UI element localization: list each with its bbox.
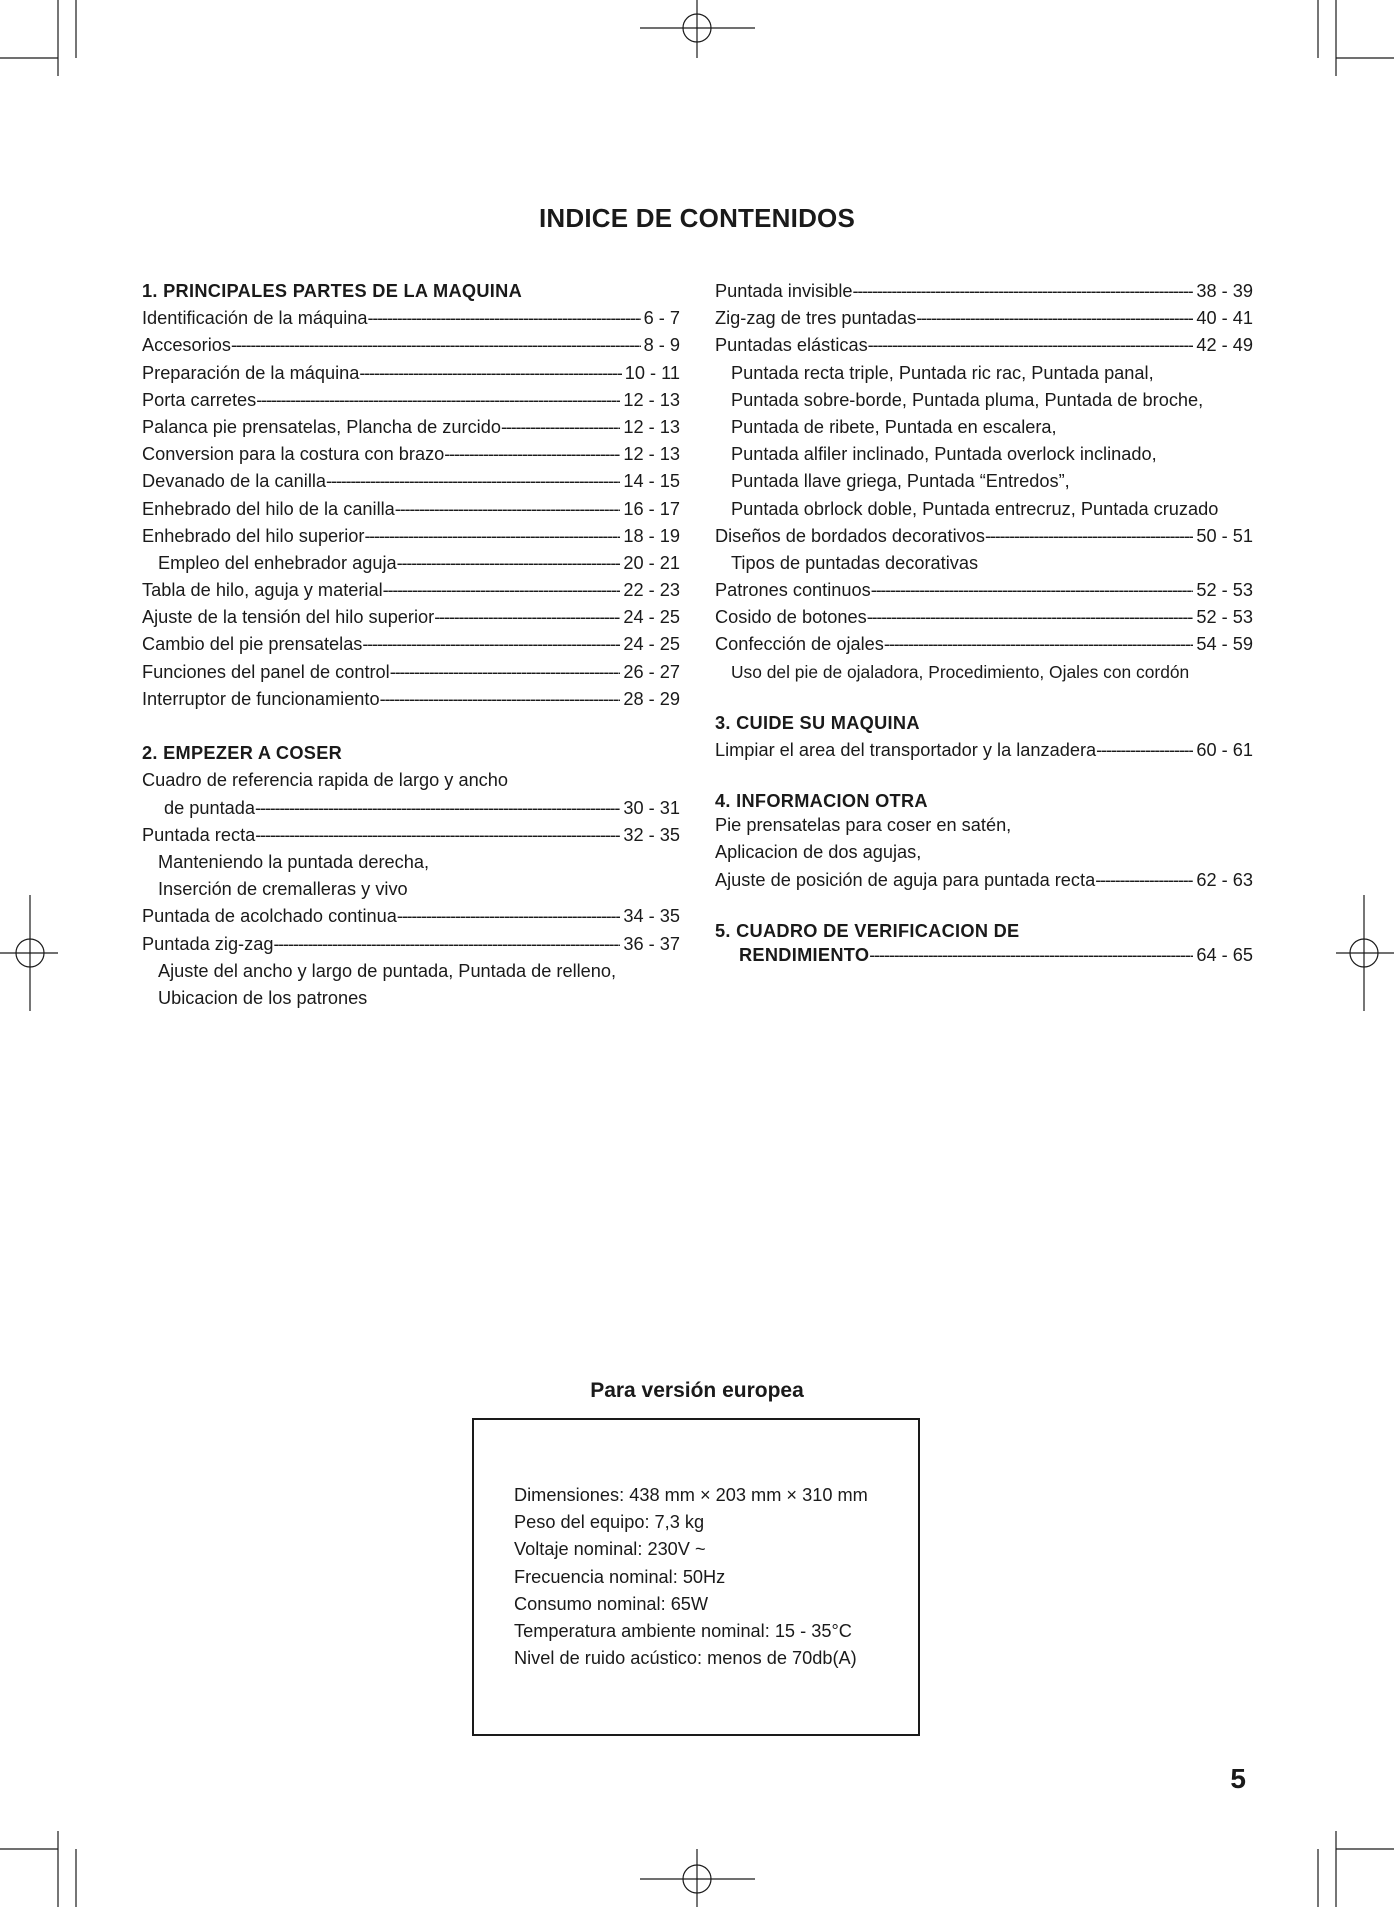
entry-label: Identificación de la máquina	[142, 308, 368, 329]
entry-label: Tabla de hilo, aguja y material	[142, 580, 383, 601]
spec-line: Consumo nominal: 65W	[514, 1593, 709, 1614]
entry-pages: 20 - 21	[623, 552, 680, 573]
dot-leader	[916, 305, 1193, 332]
toc-entry	[142, 659, 680, 686]
toc-subtext: Uso del pie de ojaladora, Procedimiento, Ojales con cordón	[731, 661, 1190, 682]
toc-right-column	[715, 278, 1253, 969]
entry-label: Puntada recta	[142, 824, 256, 845]
dot-leader	[362, 631, 620, 658]
dot-leader	[434, 604, 620, 631]
toc-entry	[715, 305, 1253, 332]
entry-pages: 14 - 15	[623, 471, 680, 492]
toc-entry	[142, 903, 680, 930]
dot-leader	[380, 686, 621, 713]
entry-pages: 24 - 25	[623, 607, 680, 628]
entry-label: Enhebrado del hilo superior	[142, 525, 365, 546]
toc-entry	[142, 305, 680, 332]
entry-label: Devanado de la canilla	[142, 471, 327, 492]
dot-leader	[1096, 737, 1193, 764]
entry-label: Interruptor de funcionamiento	[142, 688, 380, 709]
toc-subtext: Puntada obrlock doble, Puntada entrecruz, Puntada cruzado	[731, 498, 1219, 519]
section-heading: 5. CUADRO DE VERIFICACION DE	[715, 920, 1020, 941]
dot-leader	[853, 278, 1194, 305]
page-number: 5	[1230, 1763, 1246, 1794]
entry-pages: 12 - 13	[623, 389, 680, 410]
entry-label: Empleo del enhebrador aguja	[158, 552, 397, 573]
section-heading: 2. EMPEZER A COSER	[142, 743, 343, 764]
dot-leader	[395, 496, 621, 523]
toc-entry	[142, 577, 680, 604]
dot-leader	[390, 659, 621, 686]
dot-leader	[868, 332, 1194, 359]
section-heading: 1. PRINCIPALES PARTES DE LA MAQUINA	[142, 281, 523, 301]
dot-leader	[273, 931, 620, 958]
toc-entry	[715, 523, 1253, 550]
dot-leader	[501, 414, 620, 441]
toc-subtext: Inserción de cremalleras y vivo	[158, 879, 408, 900]
toc-entry	[142, 931, 680, 958]
toc-entry	[142, 468, 680, 495]
dot-leader	[326, 468, 620, 495]
dot-leader	[985, 523, 1193, 550]
entry-label: de puntada	[164, 797, 256, 818]
toc-entry	[142, 496, 680, 523]
entry-label: Puntada invisible	[715, 281, 853, 301]
dot-leader	[367, 305, 640, 332]
toc-entry	[142, 523, 680, 550]
entry-pages: 26 - 27	[623, 661, 680, 682]
spec-line: Voltaje nominal: 230V ~	[514, 1539, 706, 1560]
entry-label: Puntada de acolchado continua	[142, 906, 397, 927]
toc-entry	[142, 332, 680, 359]
toc-subtext: Ajuste del ancho y largo de puntada, Puntada de relleno,	[158, 960, 617, 981]
entry-label: Enhebrado del hilo de la canilla	[142, 498, 395, 519]
dot-leader	[256, 387, 620, 414]
toc-subtext: Puntada llave griega, Puntada “Entredos”,	[731, 471, 1070, 492]
toc-subtext: Ubicacion de los patrones	[158, 987, 368, 1008]
toc-entry	[142, 387, 680, 414]
entry-label: Accesorios	[142, 335, 231, 356]
entry-pages: 22 - 23	[623, 580, 680, 601]
toc-entry	[142, 550, 680, 577]
dot-leader	[364, 523, 620, 550]
entry-label: Diseños de bordados decorativos	[715, 525, 985, 546]
entry-pages: 62 - 63	[1196, 869, 1253, 890]
toc-subtext: Puntada de ribete, Puntada en escalera,	[731, 416, 1057, 437]
section-heading: 3. CUIDE SU MAQUINA	[715, 712, 920, 733]
toc-entry	[142, 822, 680, 849]
toc-entry	[715, 631, 1253, 658]
entry-label: Puntada zig-zag	[142, 933, 274, 954]
entry-pages: 60 - 61	[1196, 740, 1253, 760]
entry-label: Limpiar el area del transportador y la lanzadera	[715, 740, 1097, 760]
entry-label: Cambio del pie prensatelas	[142, 634, 363, 655]
entry-pages: 54 - 59	[1196, 634, 1253, 655]
toc-subtext: Puntada sobre-borde, Puntada pluma, Puntada de broche,	[731, 389, 1204, 410]
entry-label: Ajuste de la tensión del hilo superior	[142, 607, 435, 628]
dot-leader	[383, 577, 621, 604]
toc-entry	[142, 360, 680, 387]
toc-entry	[715, 278, 1253, 305]
toc-entry	[715, 737, 1253, 764]
spec-list	[514, 1482, 868, 1672]
toc-left-column	[142, 278, 680, 1012]
entry-pages: 40 - 41	[1196, 308, 1253, 329]
entry-label: Cosido de botones	[715, 607, 867, 628]
toc-entry	[142, 604, 680, 631]
toc-entry	[715, 604, 1253, 631]
dot-leader	[869, 942, 1193, 969]
entry-label: Porta carretes	[142, 389, 257, 410]
toc-subtext: Aplicacion de dos agujas,	[715, 842, 922, 863]
entry-label: Palanca pie prensatelas, Plancha de zurcido	[142, 416, 501, 437]
toc-subtext: Tipos de puntadas decorativas	[731, 552, 979, 573]
dot-leader	[397, 903, 621, 930]
toc-subtext: Pie prensatelas para coser en satén,	[715, 815, 1012, 836]
entry-pages: 52 - 53	[1196, 580, 1253, 601]
dot-leader	[231, 332, 641, 359]
entry-pages: 28 - 29	[623, 688, 680, 709]
toc-entry	[715, 577, 1253, 604]
toc-entry	[142, 414, 680, 441]
spec-line: Peso del equipo: 7,3 kg	[514, 1512, 705, 1533]
toc-subtext: Cuadro de referencia rapida de largo y ancho	[142, 770, 509, 791]
entry-pages: 12 - 13	[623, 416, 680, 437]
entry-label: Conversion para la costura con brazo	[142, 444, 445, 465]
entry-pages: 52 - 53	[1196, 607, 1253, 628]
toc-entry	[142, 631, 680, 658]
dot-leader	[1095, 867, 1193, 894]
entry-label: Zig-zag de tres puntadas	[715, 308, 917, 329]
entry-pages: 16 - 17	[623, 498, 680, 519]
entry-label: Preparación de la máquina	[142, 362, 360, 383]
dot-leader	[359, 360, 621, 387]
page-title: INDICE DE CONTENIDOS	[538, 203, 856, 233]
toc-entry	[142, 795, 680, 822]
dot-leader	[255, 822, 620, 849]
entry-pages: 42 - 49	[1196, 335, 1253, 356]
spec-box	[472, 1418, 920, 1736]
toc-subtext: Puntada recta triple, Puntada ric rac, Puntada panal,	[731, 362, 1154, 383]
toc-subtext: Puntada alfiler inclinado, Puntada overlock inclinado,	[731, 444, 1157, 465]
entry-pages: 6 - 7	[643, 308, 680, 329]
entry-pages: 18 - 19	[623, 525, 680, 546]
spec-line: Temperatura ambiente nominal: 15 - 35°C	[514, 1621, 852, 1642]
entry-label: Funciones del panel de control	[142, 661, 390, 682]
spec-line: Frecuencia nominal: 50Hz	[514, 1566, 726, 1587]
entry-label: Patrones continuos	[715, 580, 871, 601]
spec-box-title: Para versión europea	[590, 1379, 804, 1402]
dot-leader	[867, 604, 1194, 631]
entry-pages: 34 - 35	[623, 906, 680, 927]
toc-entry	[715, 942, 1253, 969]
dot-leader	[444, 441, 620, 468]
entry-label: RENDIMIENTO	[739, 944, 870, 965]
entry-pages: 8 - 9	[643, 335, 680, 356]
toc-subtext: Manteniendo la puntada derecha,	[158, 851, 430, 872]
entry-label: Ajuste de posición de aguja para puntada recta	[715, 869, 1096, 890]
dot-leader	[397, 550, 621, 577]
entry-pages: 12 - 13	[623, 444, 680, 465]
dot-leader	[255, 795, 620, 822]
entry-pages: 24 - 25	[623, 634, 680, 655]
toc-entry	[715, 332, 1253, 359]
entry-pages: 36 - 37	[623, 933, 680, 954]
entry-pages: 10 - 11	[624, 362, 680, 383]
toc-entry	[715, 867, 1253, 894]
section-heading: 4. INFORMACION OTRA	[715, 791, 928, 812]
entry-pages: 64 - 65	[1196, 944, 1253, 965]
entry-pages: 30 - 31	[623, 797, 680, 818]
entry-label: Puntadas elásticas	[715, 335, 868, 356]
toc-entry	[142, 441, 680, 468]
spec-line: Dimensiones: 438 mm × 203 mm × 310 mm	[514, 1485, 868, 1505]
entry-pages: 38 - 39	[1196, 281, 1253, 301]
entry-pages: 32 - 35	[623, 824, 680, 845]
dot-leader	[884, 631, 1194, 658]
spec-line: Nivel de ruido acústico: menos de 70db(A)	[514, 1648, 857, 1669]
toc-entry	[142, 686, 680, 713]
dot-leader	[871, 577, 1194, 604]
entry-label: Confección de ojales	[715, 634, 884, 655]
entry-pages: 50 - 51	[1196, 525, 1253, 546]
